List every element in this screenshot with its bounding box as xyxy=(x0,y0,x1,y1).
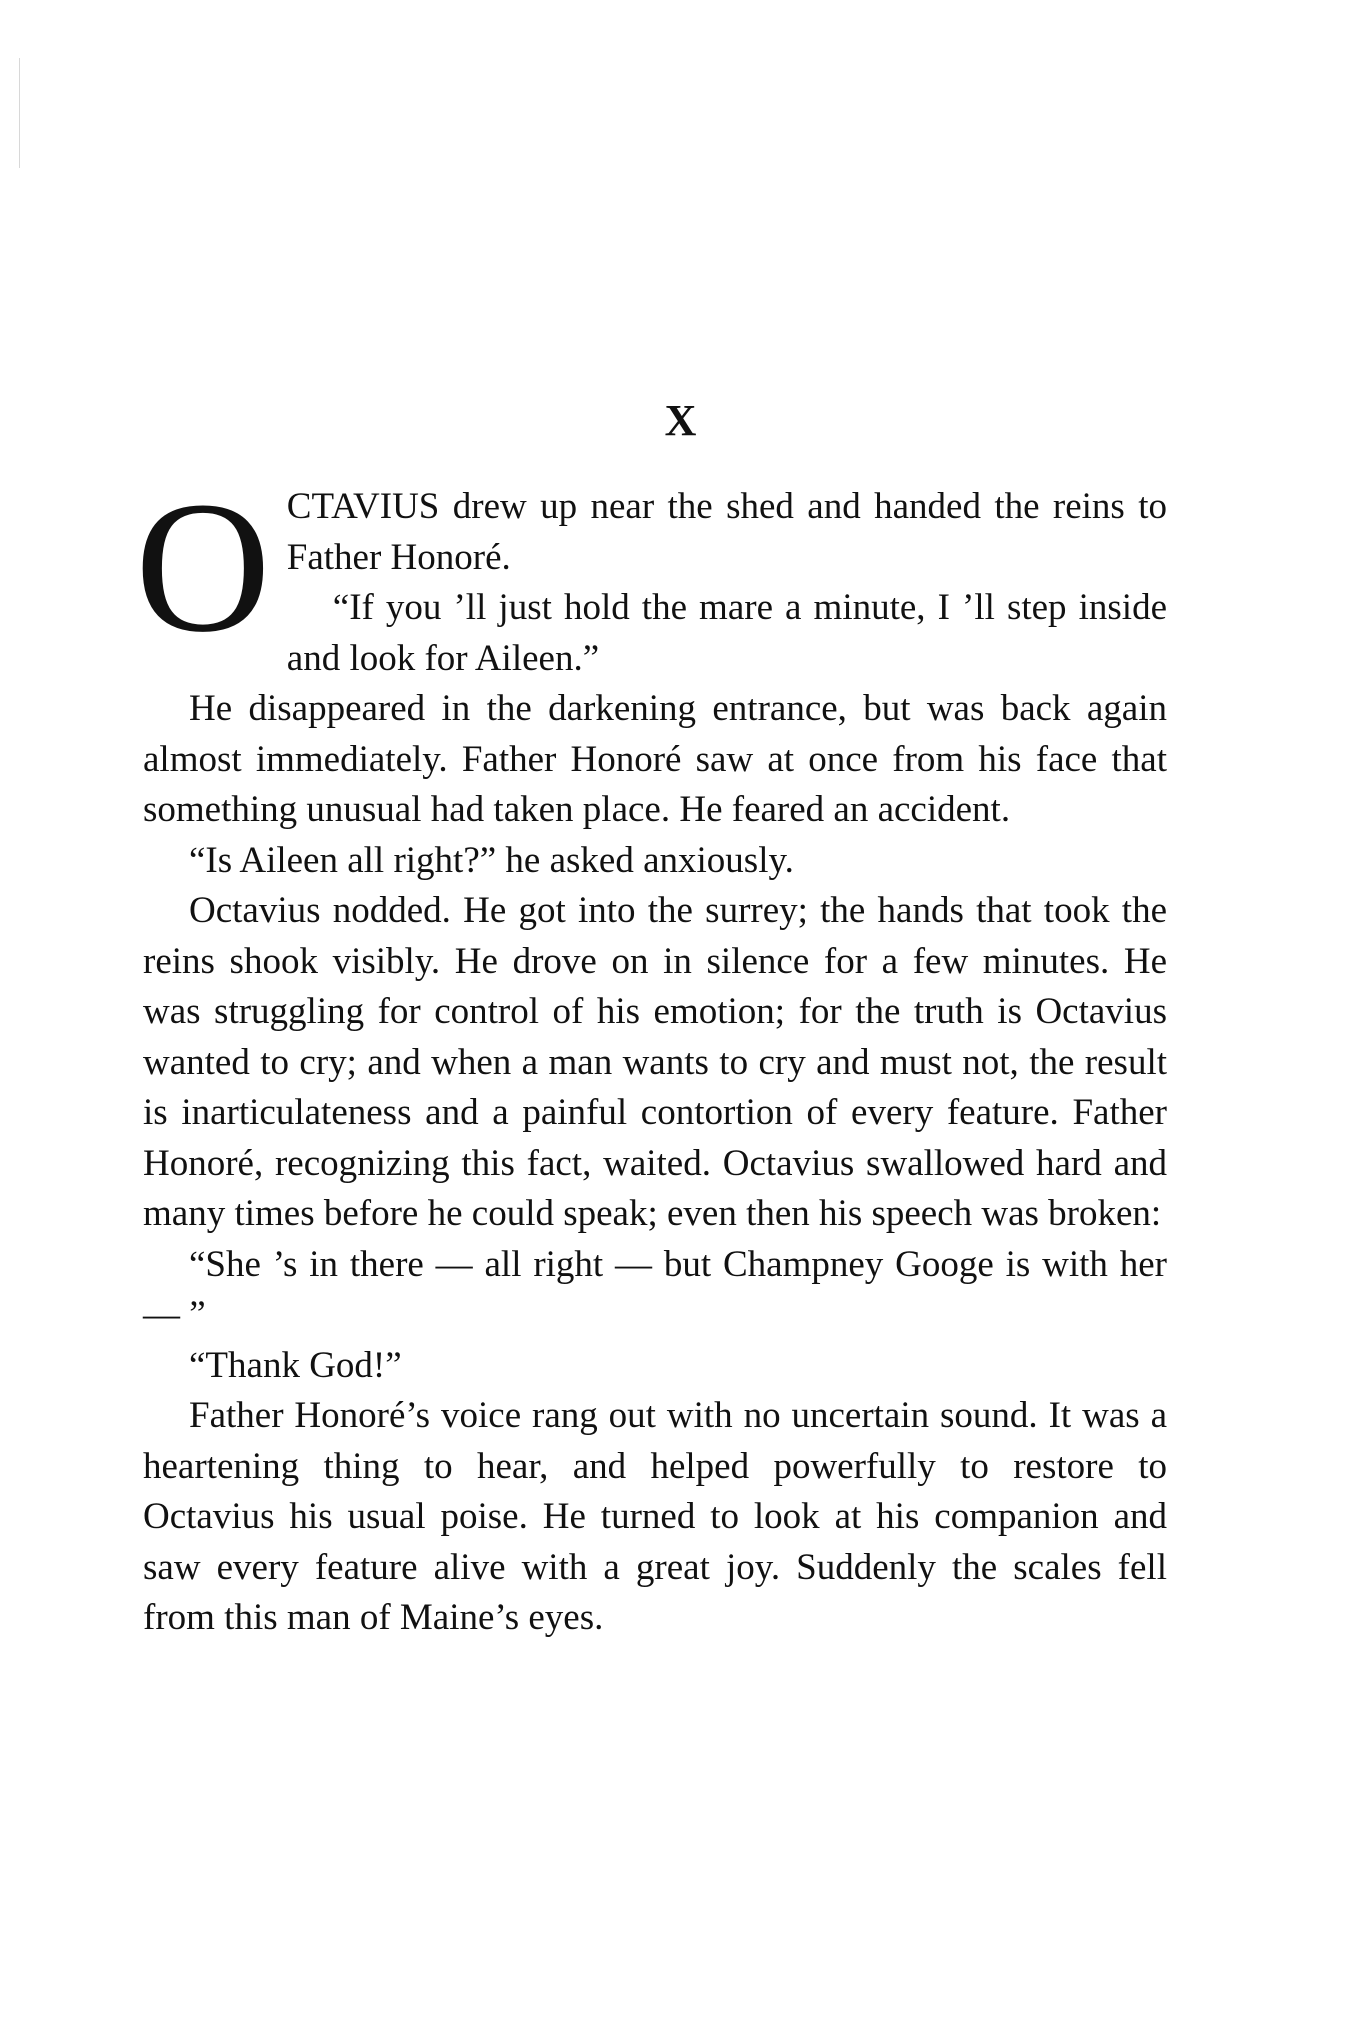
paragraph-3: He disappeared in the darkening entrance, but was back again almost immediately. Father Honoré saw at once from his face that something unusual had taken place. He feared an accident. xyxy=(143,688,1167,830)
paragraph-5: Octavius nodded. He got into the surrey; the hands that took the reins shook visibly. He drove on in silence for a few minutes. He was struggling for control of his emotion; for the truth is Octavius wanted to cry; and when a man wants to cry and must not, the result is inarticulateness and a painful contortion of every feature. Father Honoré, recognizing this fact, waited. Octavius swallowed hard and many times before he could speak; even then his speech was broken: xyxy=(143,890,1167,1234)
paragraph-1-text: CTAVIUS drew up near the shed and handed the reins to Father Honoré. xyxy=(286,486,1167,578)
chapter-heading: X xyxy=(664,396,699,445)
paragraph-2: “If you ’ll just hold the mare a minute, I ’ll step inside and look for Aileen.” xyxy=(286,587,1167,679)
drop-cap: O xyxy=(135,462,271,671)
paragraph-6: “She ’s in there — all right — but Champney Googe is with her — ” xyxy=(143,1243,1167,1335)
scan-edge-mark xyxy=(19,58,20,168)
paragraph-8: Father Honoré’s voice rang out with no uncertain sound. It was a heartening thing to hear, and helped powerfully to restore to Octavius his usual poise. He turned to look at his companion and saw every feature alive with a great joy. Suddenly the scales fell from this man of Maine’s eyes. xyxy=(143,1395,1167,1638)
paragraph-7: “Thank God!” xyxy=(189,1344,402,1386)
paragraph-4: “Is Aileen all right?” he asked anxiously. xyxy=(189,839,794,881)
body-text xyxy=(135,462,1167,1644)
